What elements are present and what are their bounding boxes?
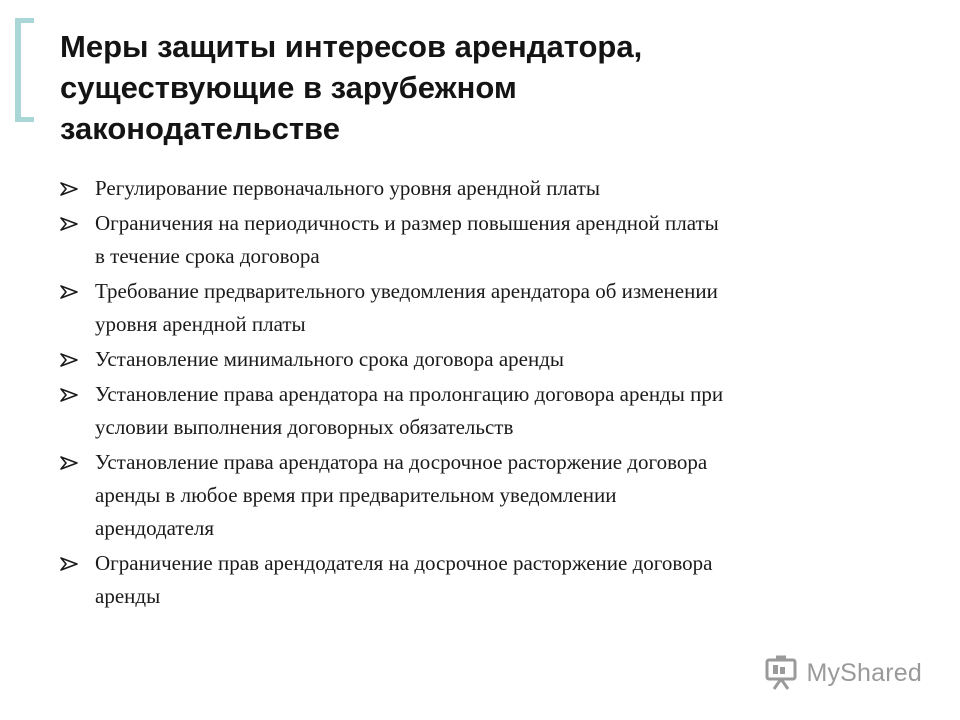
- arrow-bullet-icon: [60, 285, 78, 299]
- arrow-bullet-icon: [60, 353, 78, 367]
- arrow-bullet-icon: [60, 388, 78, 402]
- bullet-text: Ограничения на периодичность и размер повышения арендной платы: [95, 211, 719, 235]
- bullet-item: [60, 446, 920, 545]
- bullet-text: Установление права арендатора на пролонгацию договора аренды при: [95, 382, 724, 406]
- bullet-item: [60, 343, 920, 376]
- title-line: существующие в зарубежном: [60, 70, 517, 105]
- bracket-decoration: [14, 18, 36, 122]
- bullet-text: арендодателя: [95, 516, 215, 540]
- arrow-bullet-icon: [60, 557, 78, 571]
- arrow-bullet-icon: [60, 217, 78, 231]
- bullet-text: Регулирование первоначального уровня арендной платы: [95, 176, 601, 200]
- arrow-bullet-icon: [60, 456, 78, 470]
- title-line: Меры защиты интересов арендатора,: [60, 29, 643, 64]
- bullet-text: условии выполнения договорных обязательств: [95, 415, 514, 439]
- watermark-logo: [762, 654, 922, 692]
- bullet-text: в течение срока договора: [95, 244, 320, 268]
- bullet-text: Ограничение прав арендодателя на досрочное расторжение договора: [95, 551, 713, 575]
- bullet-list: [60, 172, 920, 615]
- bullet-text: аренды: [95, 584, 161, 608]
- slide-title: [60, 26, 920, 149]
- bullet-text: Установление права арендатора на досрочное расторжение договора: [95, 450, 708, 474]
- bullet-text: уровня арендной платы: [95, 312, 306, 336]
- bullet-text: аренды в любое время при предварительном уведомлении: [95, 483, 617, 507]
- bullet-item: [60, 275, 920, 341]
- arrow-bullet-icon: [60, 182, 78, 196]
- bullet-text: Установление минимального срока договора аренды: [95, 347, 565, 371]
- bullet-item: [60, 547, 920, 613]
- watermark-text: MyShared: [806, 658, 922, 687]
- bullet-text: Требование предварительного уведомления арендатора об изменении: [95, 279, 718, 303]
- presentation-board-icon: [762, 654, 800, 692]
- bullet-item: [60, 207, 920, 273]
- title-line: законодательстве: [60, 111, 340, 146]
- bullet-item: [60, 378, 920, 444]
- bullet-item: [60, 172, 920, 205]
